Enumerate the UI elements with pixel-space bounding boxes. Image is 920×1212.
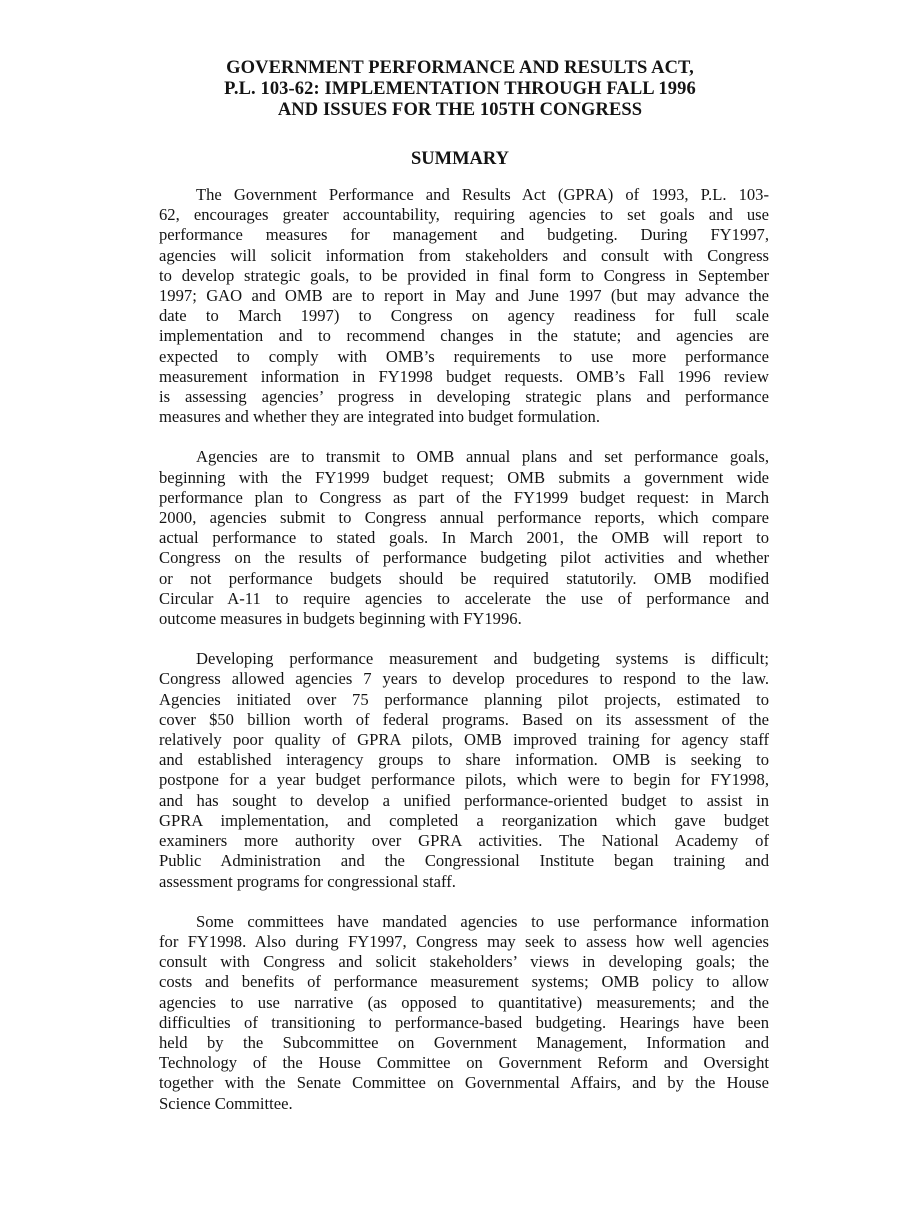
paragraph-line: performance plan to Congress as part of the FY1999 budget request: in March <box>159 487 769 507</box>
paragraph-line: postpone for a year budget performance pilots, which were to begin for FY1998, <box>159 770 769 790</box>
paragraph-line: relatively poor quality of GPRA pilots, OMB improved training for agency staff <box>159 730 769 750</box>
paragraph-line: 2000, agencies submit to Congress annual performance reports, which compare <box>159 508 769 528</box>
paragraph-line: Developing performance measurement and budgeting systems is difficult; <box>196 649 769 669</box>
paragraph-line: 62, encourages greater accountability, requiring agencies to set goals and use <box>159 205 769 225</box>
paragraph-line: together with the Senate Committee on Governmental Affairs, and by the House <box>159 1073 769 1093</box>
paragraph-line: date to March 1997) to Congress on agency readiness for full scale <box>159 306 769 326</box>
document-title <box>150 58 770 121</box>
title-line: AND ISSUES FOR THE 105TH CONGRESS <box>277 100 643 120</box>
paragraph-line: examiners more authority over GPRA activities. The National Academy of <box>159 831 769 851</box>
paragraph-line: is assessing agencies’ progress in developing strategic plans and performance <box>159 387 769 407</box>
paragraph-line: actual performance to stated goals. In March 2001, the OMB will report to <box>159 528 769 548</box>
summary-paragraph <box>159 185 769 427</box>
paragraph-line: assessment programs for congressional staff. <box>159 871 456 891</box>
paragraph-line: and has sought to develop a unified performance-oriented budget to assist in <box>159 790 769 810</box>
paragraph-line: 1997; GAO and OMB are to report in May and June 1997 (but may advance the <box>159 286 769 306</box>
paragraph-line: measurement information in FY1998 budget requests. OMB’s Fall 1996 review <box>159 366 769 386</box>
paragraph-line: Agencies initiated over 75 performance planning pilot projects, estimated to <box>159 689 769 709</box>
paragraph-line: or not performance budgets should be required statutorily. OMB modified <box>159 568 769 588</box>
paragraph-line: expected to comply with OMB’s requirements to use more performance <box>159 346 769 366</box>
paragraph-line: costs and benefits of performance measurement systems; OMB policy to allow <box>159 972 769 992</box>
paragraph-line: Some committees have mandated agencies to use performance information <box>196 911 769 931</box>
paragraph-line: Congress allowed agencies 7 years to develop procedures to respond to the law. <box>159 669 769 689</box>
paragraph-line: GPRA implementation, and completed a reorganization which gave budget <box>159 810 769 830</box>
paragraph-line: Circular A-11 to require agencies to accelerate the use of performance and <box>159 588 769 608</box>
title-line: GOVERNMENT PERFORMANCE AND RESULTS ACT, <box>226 58 694 78</box>
paragraph-line: outcome measures in budgets beginning with FY1996. <box>159 609 522 629</box>
paragraph-line: Congress on the results of performance budgeting pilot activities and whether <box>159 548 769 568</box>
summary-body <box>159 185 769 1134</box>
paragraph-line: Agencies are to transmit to OMB annual plans and set performance goals, <box>196 447 769 467</box>
paragraph-line: for FY1998. Also during FY1997, Congress may seek to assess how well agencies <box>159 931 769 951</box>
paragraph-line: and established interagency groups to share information. OMB is seeking to <box>159 750 769 770</box>
paragraph-line: measures and whether they are integrated into budget formulation. <box>159 407 600 427</box>
paragraph-line: performance measures for management and budgeting. During FY1997, <box>159 225 769 245</box>
paragraph-line: The Government Performance and Results Act (GPRA) of 1993, P.L. 103- <box>196 185 769 204</box>
summary-paragraph <box>159 912 769 1114</box>
summary-paragraph <box>159 447 769 629</box>
paragraph-line: agencies to use narrative (as opposed to quantitative) measurements; and the <box>159 992 769 1012</box>
paragraph-line: implementation and to recommend changes in the statute; and agencies are <box>159 326 769 346</box>
summary-heading: SUMMARY <box>410 149 509 169</box>
paragraph-line: beginning with the FY1999 budget request; OMB submits a government wide <box>159 467 769 487</box>
paragraph-line: Public Administration and the Congressional Institute began training and <box>159 851 769 871</box>
paragraph-line: to develop strategic goals, to be provided in final form to Congress in September <box>159 265 769 285</box>
paragraph-line: Technology of the House Committee on Government Reform and Oversight <box>159 1053 769 1073</box>
paragraph-line: difficulties of transitioning to performance-based budgeting. Hearings have been <box>159 1012 769 1032</box>
paragraph-line: held by the Subcommittee on Government Management, Information and <box>159 1032 769 1052</box>
paragraph-line: cover $50 billion worth of federal programs. Based on its assessment of the <box>159 709 769 729</box>
paragraph-line: agencies will solicit information from stakeholders and consult with Congress <box>159 245 769 265</box>
paragraph-line: Science Committee. <box>159 1093 293 1113</box>
summary-paragraph <box>159 649 769 891</box>
title-line: P.L. 103-62: IMPLEMENTATION THROUGH FALL 1996 <box>224 79 696 99</box>
paragraph-line: consult with Congress and solicit stakeholders’ views in developing goals; the <box>159 952 769 972</box>
